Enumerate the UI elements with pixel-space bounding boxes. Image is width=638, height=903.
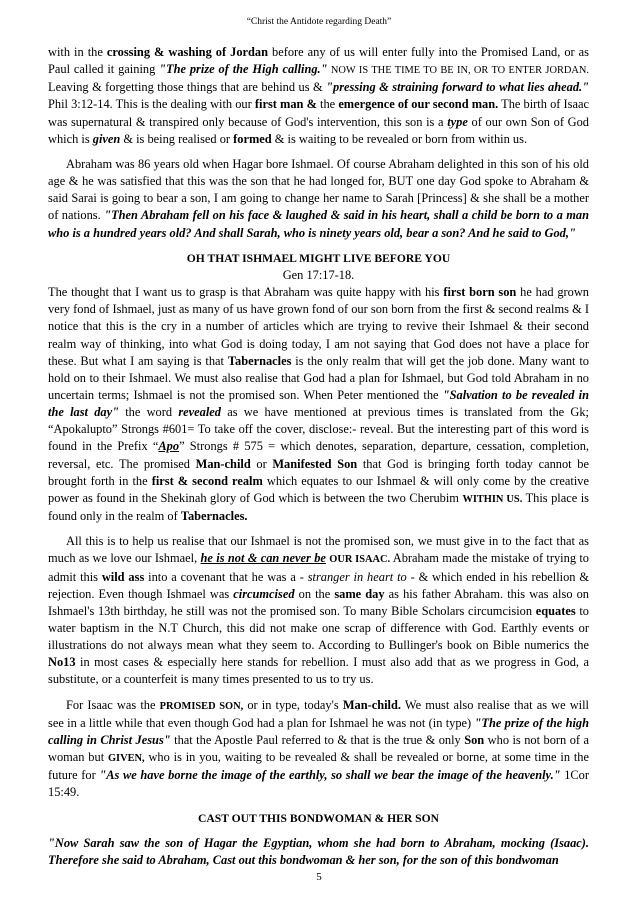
- section-heading-ishmael: OH THAT ISHMAEL MIGHT LIVE BEFORE YOU: [186, 251, 451, 265]
- page-number: 5: [316, 871, 322, 883]
- paragraph-3: The thought that I want us to grasp is that Abraham was quite happy with his first born son he had grown very fond of Ishmael, just as many of us have grown fond of our son born from the first & second realms & I notice that this is the cry in a number of articles which are trying to revive their Ishmael & their second realm way of thinking, into what God is doing today, I am not saying that God does not have a place for these. But what I am saying is that Tabernacles is the only realm that will get the job done. Many want to hold on to their Ishmael. We must also realise that God had a plan for Ishmael, but God told Abraham in no uncertain terms; Ishmael is not the promised son. When Peter mentioned the "Salvation to be revealed in the last day" the word revealed as we have mentioned at previous times is translated from the Gk; “Apokalupto” Strongs #601= To take off the cover, disclose:- reveal. But the interesting part of this word is found in the Prefix “Apo” Strongs # 575 = which denotes, separation, departure, cessation, completion, reversal, etc. The promised Man-child or Manifested Son that God is bringing forth today cannot be brought forth in the first & second realm which equates to our Ishmael & will only come by the creative power as found in the Shekinah glory of God which is between the two Cherubim WITHIN US. This place is found only in the realm of Tabernacles.: [48, 285, 590, 524]
- paragraph-5: For Isaac was the PROMISED SON, or in type, today's Man-child. We must also realise that as we will see in a little while that even though God had a plan for Ishmael he was not (in type) "The prize of the high calling in Christ Jesus" that the Apostle Paul referred to & that is the true & only Son who is not born of a woman but GIVEN, who is in you, waiting to be revealed & shall be revealed or borne, at some time in the future for "As we have borne the image of the earthly, so shall we bear the image of the heavenly." 1Cor 15:49.: [48, 697, 589, 800]
- document-body: [48, 44, 589, 869]
- paragraph-4: All this is to help us realise that our Ishmael is not the promised son, we must give in to the fact that as much as we love our Ishmael, he is not & can never be OUR ISAAC. Abraham made the mistake of trying to admit this wild ass into a covenant that he was a - stranger in heart to - & which ended in his rebellion & rejection. Even though Ishmael was circumcised on the same day as his father Abraham. this was also on Ishmael's 13th birthday, he still was not the promised son. To many Bible Scholars circumcision equates to water baptism in the N.T Church, this did not make one scrap of difference with God. Earthly events or illustrations do not always mean what they seem to. According to Bullinger's book on Bible numerics the No13 in most cases & especially here stands for rebellion. I must also add that as we progress in God, a substitute, or a counterfeit is many times presented to us to try us.: [48, 534, 590, 687]
- paragraph-6: "Now Sarah saw the son of Hagar the Egyptian, whom she had born to Abraham, mocking (Isaac). Therefore she said to Abraham, Cast out this bondwoman & her son, for the son of this bondwoman: [48, 835, 589, 867]
- scripture-reference: Gen 17:17-18.: [282, 267, 355, 282]
- paragraph-1: with in the crossing & washing of Jordan before any of us will enter fully into the Promised Land, or as Paul called it gaining "The prize of the High calling." NOW IS THE TIME TO BE IN, OR TO ENTER JORDAN. Leaving & forgetting those things that are behind us & "pressing & straining forward to what lies ahead." Phil 3:12-14. This is the dealing with our first man & the emergence of our second man. The birth of Isaac was supernatural & transpired only because of God's intervention, this son is a type of our own Son of God which is given & is being realised or formed & is waiting to be revealed or born from within us.: [48, 45, 589, 146]
- paragraph-2: Abraham was 86 years old when Hagar bore Ishmael. Of course Abraham delighted in this son of his old age & he was satisfied that this was the son that he had longed for, BUT one day God spoke to Abraham & said Sarai is going to bear a son, I am going to change her name to Sarah [Princess] & she shall be a mother of nations. "Then Abraham fell on his face & laughed & said in his heart, shall a child be born to a man who is a hundred years old? And shall Sarah, who is ninety years old, bear a son? And he said to God,": [48, 156, 589, 240]
- running-header: “Christ the Antidote regarding Death”: [246, 17, 392, 27]
- section-heading-bondwoman: CAST OUT THIS BONDWOMAN & HER SON: [198, 811, 439, 825]
